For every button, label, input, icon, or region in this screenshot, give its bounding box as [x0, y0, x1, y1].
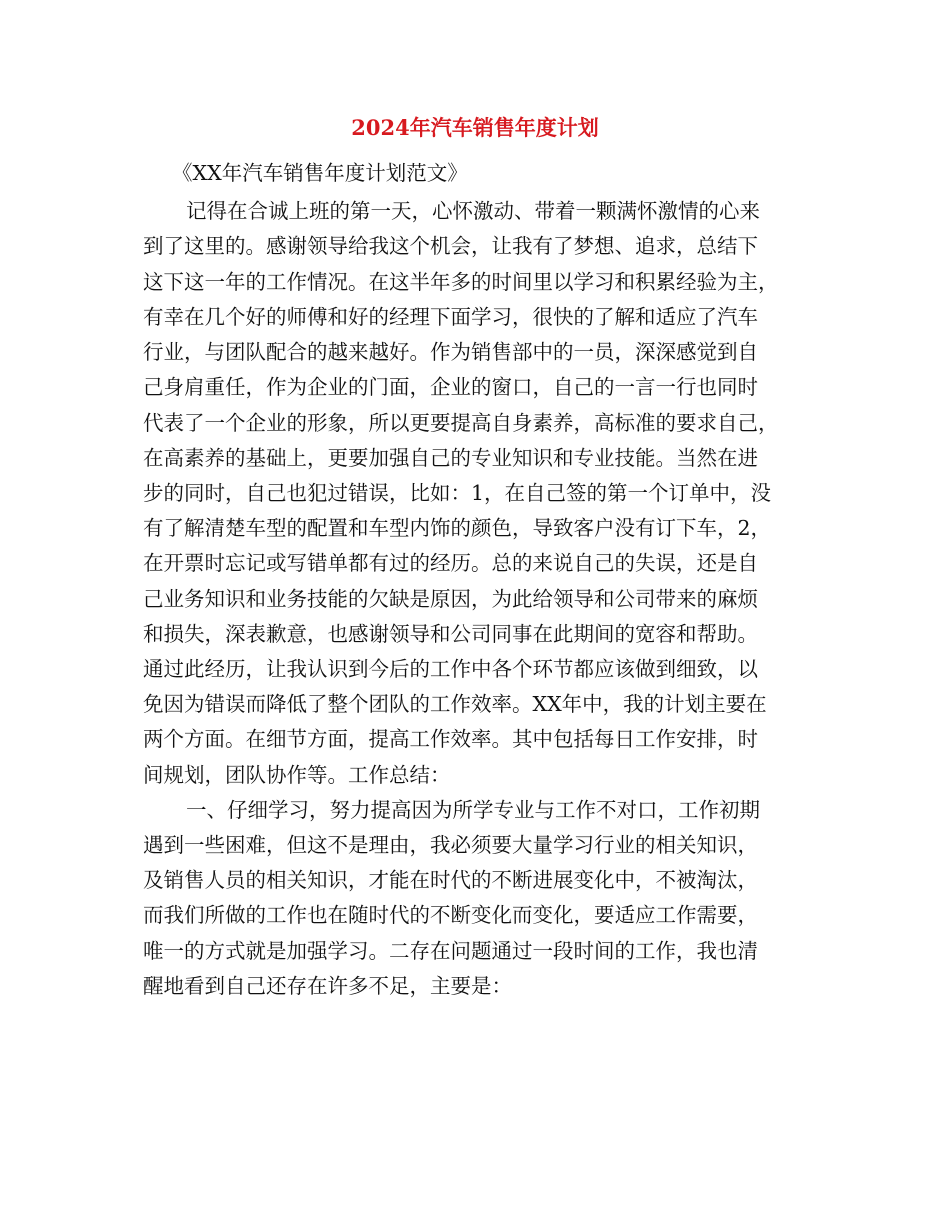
paragraph-line: 记得在合诚上班的第一天，心怀激动、带着一颗满怀激情的心来	[186, 199, 760, 223]
paragraph-line: 醒地看到自己还存在许多不足，主要是：	[143, 974, 512, 998]
paragraph-line: 及销售人员的相关知识，才能在时代的不断进展变化中，不被淘汰，	[143, 868, 758, 892]
paragraph-line: 两个方面。在细节方面，提高工作效率。其中包括每日工作安排，时	[143, 727, 758, 751]
paragraph-line: 有幸在几个好的师傅和好的经理下面学习，很快的了解和适应了汽车	[143, 305, 758, 329]
paragraph-line: 唯一的方式就是加强学习。二存在问题通过一段时间的工作，我也清	[143, 939, 758, 963]
paragraph-line: 这下这一年的工作情况。在这半年多的时间里以学习和积累经验为主，	[143, 270, 779, 294]
paragraph-line: 到了这里的。感谢领导给我这个机会，让我有了梦想、追求，总结下	[143, 234, 758, 258]
paragraph-line: 和损失，深表歉意，也感谢领导和公司同事在此期间的宽容和帮助。	[143, 622, 758, 646]
paragraph-line: 通过此经历，让我认识到今后的工作中各个环节都应该做到细致，以	[143, 657, 758, 681]
paragraph-line: 遇到一些困难，但这不是理由，我必须要大量学习行业的相关知识，	[143, 833, 758, 857]
paragraph-line: 代表了一个企业的形象，所以更要提高自身素养，高标准的要求自己，	[143, 411, 779, 435]
paragraph-line: 己业务知识和业务技能的欠缺是原因，为此给领导和公司带来的麻烦	[143, 587, 758, 611]
paragraph-line: 而我们所做的工作也在随时代的不断变化而变化，要适应工作需要，	[143, 903, 758, 927]
paragraph-line: 己身肩重任，作为企业的门面，企业的窗口，自己的一言一行也同时	[143, 375, 758, 399]
paragraph-line: 免因为错误而降低了整个团队的工作效率。XX年中，我的计划主要在	[143, 692, 767, 716]
paragraph-line: 有了解清楚车型的配置和车型内饰的颜色，导致客户没有订下车，2，	[143, 516, 772, 540]
paragraph-line: 间规划，团队协作等。工作总结：	[143, 763, 451, 787]
document-subtitle: 《XX年汽车销售年度计划范文》	[172, 161, 468, 185]
paragraph-line: 一、仔细学习，努力提高因为所学专业与工作不对口，工作初期	[186, 798, 760, 822]
paragraph-line: 在高素养的基础上，更要加强自己的专业知识和专业技能。当然在进	[143, 446, 758, 470]
paragraph-line: 行业，与团队配合的越来越好。作为销售部中的一员，深深感觉到自	[143, 340, 758, 364]
paragraph-line: 步的同时，自己也犯过错误，比如：1，在自己签的第一个订单中，没	[143, 481, 772, 505]
document-title: 2024年汽车销售年度计划	[351, 115, 599, 140]
paragraph-line: 在开票时忘记或写错单都有过的经历。总的来说自己的失误，还是自	[143, 551, 758, 575]
